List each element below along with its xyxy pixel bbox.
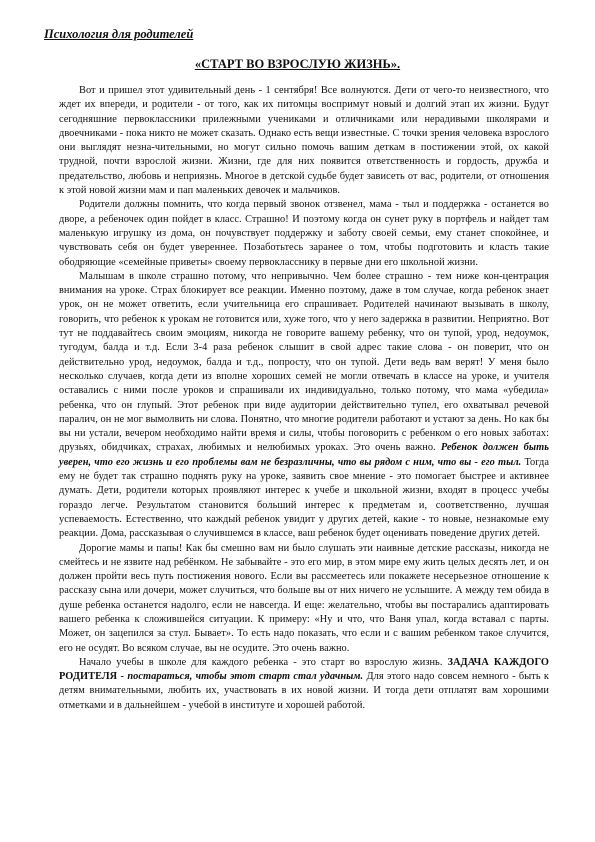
paragraph-5-dash: - <box>117 671 128 683</box>
paragraph-1: Вот и пришел этот удивительный день - 1 сентября! Все волнуются. Дети от чего-то неизвестного, что ждет их впереди, и родители - от того, как их питомцы воспримут новый и долгий этап их жизни. Будут сегодняшние первоклассники прилежными учениками и отличниками или нерадивыми школярами и двоечниками - пока никто не может сказать. Однако есть вещи известные. С точки зрения человека взрослого они выглядят незна-чительными, но могут сильно помочь вашим деткам в постижении этой, ох какой трудной, почти взрослой жизни. Жизни, где для них появится ответственность и гордость, дружба и предательство, любовь и неприязнь. Многое в детской судьбе будет зависеть от вас, родители, от отношения к этой новой жизни мам и пап маленьких девочек и мальчиков. <box>59 85 549 197</box>
paragraph-5 <box>59 656 549 713</box>
paragraph-3-text: Малышам в школе страшно потому, что непривычно. Чем более страшно - тем ниже кон-центрация внимания на уроке. Страх блокирует все реакции. Именно поэтому, даже в том случае, когда ребенок знает урок, он не может ответить, если учительница его спрашивает. Родителей начинают вызывать в школу, говорить, что ребенок к урокам не готовится или, хуже того, что у него задержка в развитии. Неприятно. Вот тут не поддавайтесь своим эмоциям, никогда не говорите вашему ребенку, что он тупой, урод, недоумок, тугодум, балда и т.д. Если 3-4 раза ребенок слышит в свой адрес такие слова - он поверит, что он действительно урод, недоумок, балда и т.д., попросту, что он тупой. Дети ведь вам верят! У меня было несколько случаев, когда дети из вполне хороших семей не могли отвечать в классе на уроке, и учителя оставались с ними после уроков и спрашивали их индивидуально, только потому, что мама «убедила» ребенка, что он глупый. Этот ребенок при виде аудитории действительно тупел, его охватывал речевой паралич, он не мог вымолвить ни слова. Понятно, что многие родители работают и устают за день. Но как бы вы ни устали, вечером необходимо найти время и силы, чтобы поговорить с ребенком о его новых заботах: друзьях, обидчиках, страхах, любимых и нелюбимых уроках. Это очень важно. <box>59 270 549 454</box>
paragraph-5-task-label: ЗАДАЧА КАЖДОГО РОДИТЕЛЯ <box>59 656 549 683</box>
paragraph-5-emphasis: постараться, чтобы этот старт стал удачным. <box>127 671 364 683</box>
paragraph-5-continuation: Для этого надо совсем немного - быть к детям внимательными, любить их, участвовать в их новой жизни. И тогда дети отплатят вам хорошими отметками и в дальнейшем - учебой в институте и хорошей работой. <box>59 671 549 711</box>
paragraph-3 <box>59 270 549 542</box>
paragraph-5-text: Начало учебы в школе для каждого ребенка - это старт во взрослую жизнь. <box>79 656 443 668</box>
article-title: «СТАРТ ВО ВЗРОСЛУЮ ЖИЗНЬ». <box>194 57 401 71</box>
section-heading: Психология для родителей <box>44 27 194 41</box>
paragraph-2: Родители должны помнить, что когда первый звонок отзвенел, мама - тыл и поддержка - останется во дворе, а ребеночек один пойдет в класс. Страшно! И поэтому когда он сунет руку в портфель и найдет там маленькую игрушку из дома, он почувствует поддержку и заботу своей семьи, ему станет спокойнее, и чувствовать себя он будет увереннее. Позаботьтесь заранее о том, чтобы подготовить и класть такие ободряющие «семейные приветы» своему первокласснику в первые дни его школьной жизни. <box>59 199 549 268</box>
article-body <box>59 84 549 713</box>
paragraph-3-continuation: Тогда ему не будет так страшно поднять руку на уроке, заявить свое мнение - это помогает быстрее и активнее думать. Дети, родители которых проявляют интерес к учебе и школьной жизни, входят в процесс учебы гораздо легче. Результатом становится больший интерес к предметам и, соответственно, лучшая успеваемость. Естественно, что каждый ребенок увидит у других детей, какие - то новые, незнакомые ему реакции. Дома, рассказывая о случившемся в классе, ваш ребенок будет оценивать поведение других детей. <box>59 456 549 540</box>
paragraph-4: Дорогие мамы и папы! Как бы смешно вам ни было слушать эти наивные детские рассказы, никогда не смейтесь и не язвите над ребёнком. Не забывайте - это его мир, в этом мире ему жить целых десять лет, и он должен пройти весь путь постижения нового. Если вы рассмеетесь или покажете несерьезное отношение к рассказу сына или дочери, может случиться, что больше вы от них ничего не услышите. А между тем обида в душе ребенка останется надолго, если не навсегда. И еще: желательно, чтобы вы постарались адаптировать вашего ребенка к сложившейся ситуации. К примеру: «Ну и что, что Ваня упал, когда вставал с парты. Может, он зацепился за стул. Бывает». То есть надо показать, что если и с вашим ребенком такое случится, его не осудят. Во всяком случае, вы не осудите. Это очень важно. <box>59 542 549 654</box>
paragraph-3-emphasis: Ребенок должен быть уверен, что его жизнь и его проблемы вам не безразличны, что вы рядом с ним, что вы - его тыл. <box>59 442 549 468</box>
